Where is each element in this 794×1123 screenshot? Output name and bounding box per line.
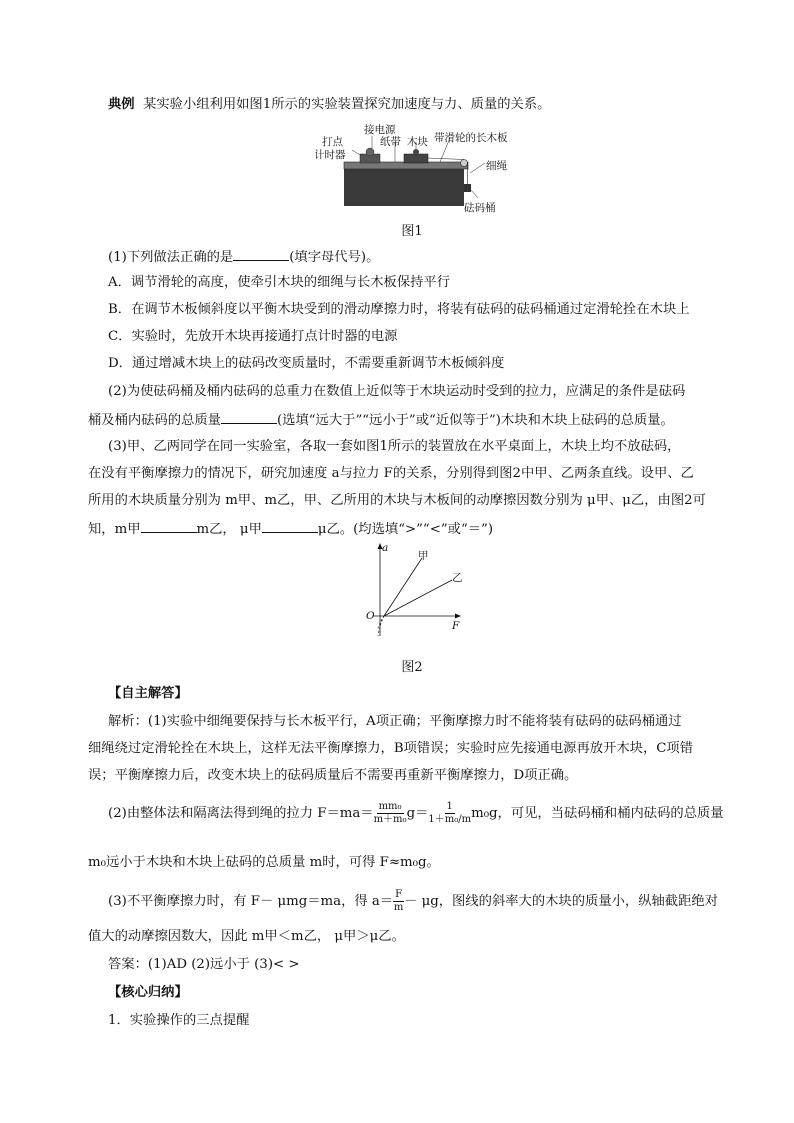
solution-p2-line-1: (2)由整体法和隔离法得到绳的拉力 F＝ma＝ $\frac{\text{mm₀}}{\text{m＋m₀}}$ g＝ $\frac{1}{\text{1＋m₀/m}}$ m₀g，可见，当砝码桶和桶内砝码的总质量 [108, 801, 724, 825]
q1-option-d: D．通过增减木块上的砝码改变质量时，不需要重新调节木板倾斜度 [108, 356, 505, 371]
q2-line-1: (2)为使砝码桶及桶内砝码的总重力在数值上近似等于木块运动时受到的拉力，应满足的条件是砝码 [108, 384, 686, 399]
answer-line: 答案：(1)AD (2)远小于 (3)< > [108, 957, 300, 972]
q1-option-b: B．在调节木板倾斜度以平衡木块受到的滑动摩擦力时，将装有砝码的砝码桶通过定滑轮拴在木块上 [108, 302, 690, 317]
solution-p3-pre: (3)不平衡摩擦力时，有 F－ μmg＝ma，得 a＝ [108, 894, 394, 909]
solution-header: 【自主解答】 [108, 686, 188, 701]
q1-stem-before: (1)下列做法正确的是 [108, 250, 234, 265]
q3-line-2: 在没有平衡摩擦力的情况下，研究加速度 a与拉力 F的关系，分别得到图2中甲、乙两条直线。设甲、乙 [88, 466, 694, 481]
solution-p3-line-2: 值大的动摩擦因数大，因此 m甲＜m乙， μ甲＞μ乙。 [88, 929, 405, 944]
q2-line-2 [88, 409, 728, 431]
line-jia [384, 558, 422, 616]
solution-p1-line-2: 细绳绕过定滑轮拴在木块上，这样无法平衡摩擦力，B项错误；实验时应先接通电源再放开木块，C项错 [88, 741, 694, 756]
axis-label-a: a [382, 542, 389, 554]
fraction-3: $\frac{F}{m}$ [393, 889, 404, 913]
solution-p2-line-2: m₀远小于木块和木块上砝码的总质量 m时，可得 F≈m₀g。 [88, 855, 440, 870]
extension-jia [378, 616, 384, 636]
solution-p1-line-3: 误；平衡摩擦力后，改变木块上的砝码质量后不需要再重新平衡摩擦力，D项正确。 [88, 768, 578, 783]
q1-stem [108, 246, 748, 268]
solution-p2-post: ，可见，当砝码桶和桶内砝码的总质量 [497, 806, 724, 821]
q2-after: (选填“远大于”“远小于”或“近似等于”)木块和木块上砝码的总质量。 [276, 413, 674, 428]
solution-p3-post: － μg，图线的斜率大的木块的质量小，纵轴截距绝对 [404, 894, 718, 909]
label-block: 木块 [407, 136, 428, 148]
q3-line-3: 所用的木块质量分别为 m甲、m乙，甲、乙所用的木块与木板间的动摩擦因数分别为 μ甲、μ乙，由图2可 [88, 493, 706, 508]
figure-1 [300, 118, 520, 228]
label-power: 接电源 [364, 124, 396, 136]
leader-rope [470, 163, 485, 173]
example-intro-text: 某实验小组利用如图1所示的实验装置探究加速度与力、质量的关系。 [143, 97, 551, 112]
q3-part-a: 知，m甲 [88, 522, 141, 537]
timer-knob [366, 148, 374, 156]
fraction-2: $\frac{1}{\text{1＋m₀/m}}$ [428, 801, 472, 825]
q3-line-1: (3)甲、乙两同学在同一实验室，各取一套如图1所示的装置放在水平桌面上，木块上均不放砝码， [108, 439, 681, 454]
q3-blank-mu[interactable] [262, 518, 318, 533]
q1-option-c: C．实验时，先放开木块再接通打点计时器的电源 [108, 329, 398, 344]
q3-blank-mass[interactable] [141, 518, 197, 533]
block [404, 154, 428, 163]
q3-part-b: m乙， μ甲 [196, 522, 262, 537]
board-body [344, 168, 464, 206]
label-yi: 乙 [452, 572, 463, 584]
leader-bucket [471, 190, 478, 198]
figure-1-caption: 图1 [401, 224, 423, 239]
figure-2-caption: 图2 [401, 660, 423, 675]
summary-item-1: 1．实验操作的三点提醒 [108, 1013, 250, 1028]
origin-label: O [366, 610, 375, 622]
weight-bucket [464, 184, 471, 192]
axis-label-f: F [452, 620, 460, 632]
x-axis-arrow [455, 614, 461, 619]
summary-header: 【核心归纳】 [108, 985, 188, 1000]
label-board: 带滑轮的长木板 [434, 132, 508, 144]
label-tape: 纸带 [380, 136, 401, 148]
a-f-graph [360, 540, 470, 650]
label-jia: 甲 [418, 550, 429, 562]
q2-before: 桶及桶内砝码的总质量 [88, 413, 221, 428]
q3-part-c: μ乙。(均选填“>”“<”或“＝”) [317, 522, 494, 537]
pulley [461, 160, 468, 167]
q1-option-a: A．调节滑轮的高度，使牵引木块的细绳与长木板保持平行 [108, 275, 451, 290]
solution-p2-pre: (2)由整体法和隔离法得到绳的拉力 F＝ma＝ [108, 806, 374, 821]
q1-blank[interactable] [233, 246, 289, 261]
label-timer-1: 打点 [322, 136, 343, 148]
label-rope: 细绳 [486, 160, 507, 172]
line-yi [384, 580, 452, 616]
extension-yi [378, 616, 384, 628]
rope-horizontal [428, 158, 464, 160]
block-weight [413, 149, 419, 155]
label-timer-2: 计时器 [314, 149, 346, 161]
solution-p3-line-1 [108, 888, 748, 916]
solution-p1-line-1: 解析：(1)实验中细绳要保持与长木板平行，A项正确；平衡摩擦力时不能将装有砝码的砝码桶通过 [108, 714, 682, 729]
example-label: 典例 [108, 97, 135, 112]
q3-line-4 [88, 518, 728, 540]
q2-blank[interactable] [221, 409, 277, 424]
figure-2 [360, 540, 470, 650]
example-intro [108, 95, 748, 115]
leader-timer [352, 150, 362, 156]
label-bucket: 砝码桶 [464, 202, 496, 214]
fraction-1: $\frac{\text{mm₀}}{\text{m＋m₀}}$ [373, 801, 407, 825]
q1-stem-after: (填字母代号)。 [289, 250, 380, 265]
